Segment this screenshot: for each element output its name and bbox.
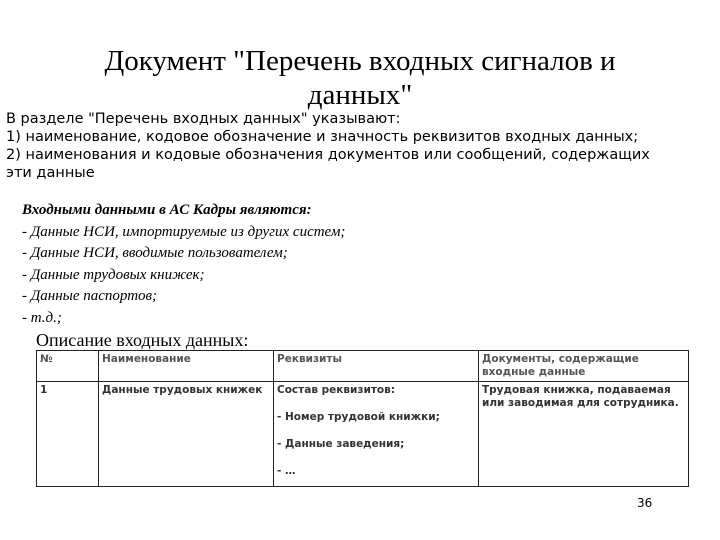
intro-line: 1) наименование, кодовое обозначение и значность реквизитов входных данных; bbox=[6, 129, 639, 145]
list-item: - Данные НСИ, вводимые пользователем; bbox=[22, 245, 288, 261]
input-data-heading: Входными данными в АС Кадры являются: bbox=[22, 202, 312, 218]
page-title bbox=[60, 44, 660, 112]
requisite-line: Состав реквизитов: bbox=[277, 384, 395, 396]
list-item: - Данные трудовых книжек; bbox=[22, 266, 205, 283]
intro-line: В разделе "Перечень входных данных" указывают: bbox=[6, 111, 401, 127]
page-number: 36 bbox=[637, 496, 653, 510]
list-item: - Данные НСИ, импортируемые из других систем; bbox=[22, 223, 346, 240]
header-requisites: Реквизиты bbox=[274, 351, 479, 382]
intro-line: эти данные bbox=[6, 165, 95, 181]
list-item: - Данные паспортов; bbox=[22, 288, 158, 304]
title-line-2: данных" bbox=[307, 79, 413, 111]
header-documents: Документы, содержащие входные данные bbox=[479, 351, 689, 382]
cell-number: 1 bbox=[37, 382, 99, 487]
table-row bbox=[37, 382, 689, 487]
header-number: № bbox=[37, 351, 99, 382]
intro-paragraph bbox=[6, 110, 714, 182]
cell-documents: Трудовая книжка, подаваемая или заводимая для сотрудника. bbox=[479, 382, 689, 487]
title-line-1: Документ "Перечень входных сигналов и bbox=[104, 45, 616, 77]
list-item: - т.д.; bbox=[22, 309, 62, 326]
cell-name: Данные трудовых книжек bbox=[99, 382, 274, 487]
description-label: Описание входных данных: bbox=[36, 330, 249, 350]
cell-requisites bbox=[274, 382, 479, 487]
input-data-table bbox=[36, 350, 689, 487]
table-header-row bbox=[37, 351, 689, 382]
intro-line: 2) наименования и кодовые обозначения документов или сообщений, содержащих bbox=[6, 147, 650, 163]
requisite-line: - Номер трудовой книжки; bbox=[277, 411, 440, 423]
requisite-line: - … bbox=[277, 465, 296, 477]
input-data-list bbox=[22, 200, 502, 329]
requisite-line: - Данные заведения; bbox=[277, 438, 405, 450]
header-name: Наименование bbox=[99, 351, 274, 382]
